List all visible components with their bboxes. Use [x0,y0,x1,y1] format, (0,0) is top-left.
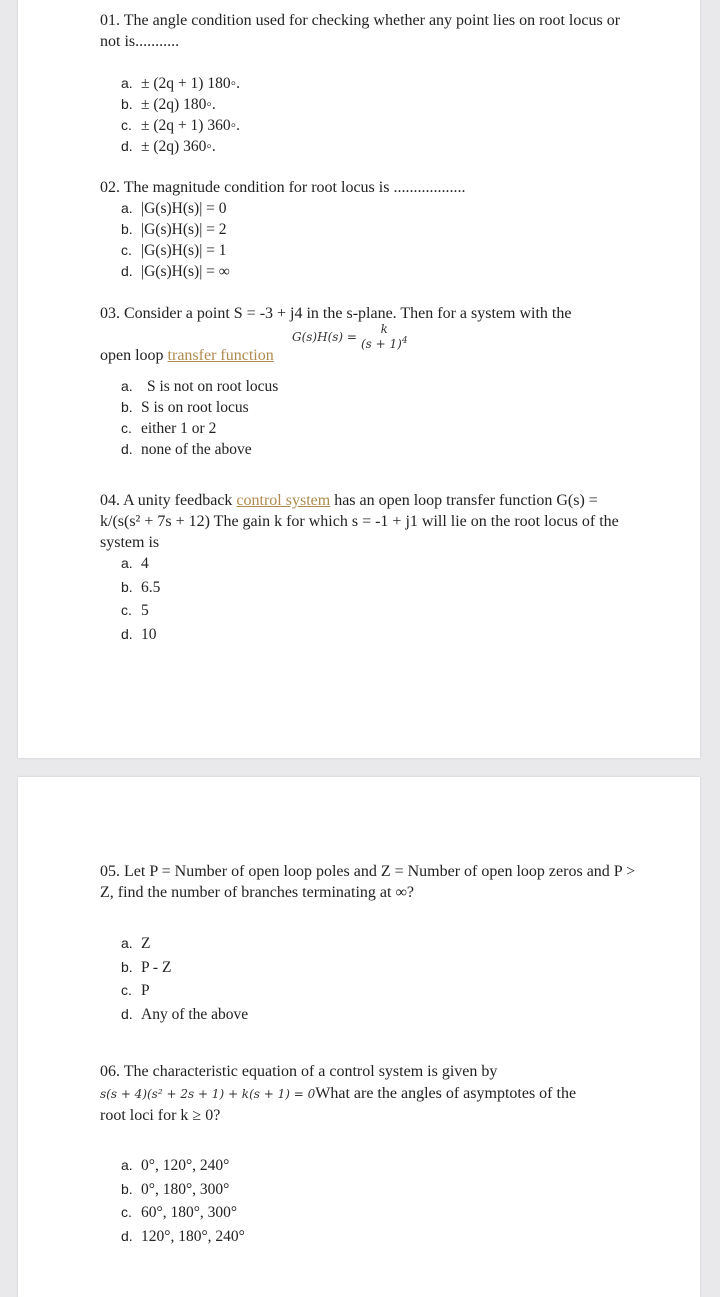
option: a. ± (2q + 1) 180◦. [121,75,240,92]
option: a. 0°, 120°, 240° [121,1157,230,1174]
question-5-text: 05. Let P = Number of open loop poles and Z = Number of open loop zeros and P > Z, find the number of branches terminating at ∞? [100,863,636,901]
option: d. 10 [121,625,157,643]
question-2-options [121,198,230,282]
transfer-function-formula: G(s)H(s) = k $(s + 1)^4$ [292,322,408,351]
option: c. 60°, 180°, 300° [121,1204,238,1221]
option: d. 120°, 180°, 240° [121,1227,245,1245]
option: c. |G(s)H(s)| = 1 [121,242,227,259]
option: d. ± (2q) 360◦. [121,138,216,155]
option: b. S is on root locus [121,399,249,416]
question-5-options [121,932,248,1026]
option: c. ± (2q + 1) 360◦. [121,117,240,134]
option: b. ± (2q) 180◦. [121,96,216,113]
control-system-link[interactable]: control system [236,492,331,509]
option: c. 5 [121,602,149,619]
question-6-text: 06. The characteristic equation of a control system is given by [100,1063,498,1080]
question-3-options [121,376,278,460]
characteristic-equation: s(s + 4)(s² + 2s + 1) + k(s + 1) = 0 [100,1087,316,1101]
option: d. |G(s)H(s)| = ∞ [121,263,230,280]
option: c. either 1 or 2 [121,420,217,437]
option: b. 0°, 180°, 300° [121,1180,230,1198]
question-4-options [121,552,160,646]
document-page-2 [18,777,700,1297]
option: d. Any of the above [121,1005,249,1023]
question-6-text-line3: root loci for k ≥ 0? [100,1107,221,1124]
question-1-options [121,73,240,157]
document-page-1 [18,0,700,758]
option: a. 4 [121,555,149,572]
option: a. |G(s)H(s)| = 0 [121,200,227,217]
question-6-options [121,1154,245,1248]
question-2-text: 02. The magnitude condition for root locus is .................. [100,179,466,196]
option: b. P - Z [121,958,172,976]
question-3-text: 03. Consider a point S = -3 + j4 in the s-plane. Then for a system with the [100,305,572,322]
option: b. |G(s)H(s)| = 2 [121,221,227,238]
option: a. S is not on root locus [121,378,279,395]
option: c. P [121,982,150,999]
question-4-text: 04. A unity feedback control system has an open loop transfer function G(s) = k/(s(s² + 7s + 12) The gain k for which s = -1 + j1 will lie on the root locus of the system is [100,492,619,551]
question-1-text: 01. The angle condition used for checking whether any point lies on root locus or not is........... [100,12,621,50]
question-6-text-line2: s(s + 4)(s² + 2s + 1) + k(s + 1) = 0What are the angles of asymptotes of the [100,1085,577,1102]
question-3-text-line2: open loop transfer function [100,347,274,364]
option: b. 6.5 [121,578,161,596]
transfer-function-link[interactable]: transfer function [167,347,274,364]
option: d. none of the above [121,441,252,458]
option: a. Z [121,935,151,952]
